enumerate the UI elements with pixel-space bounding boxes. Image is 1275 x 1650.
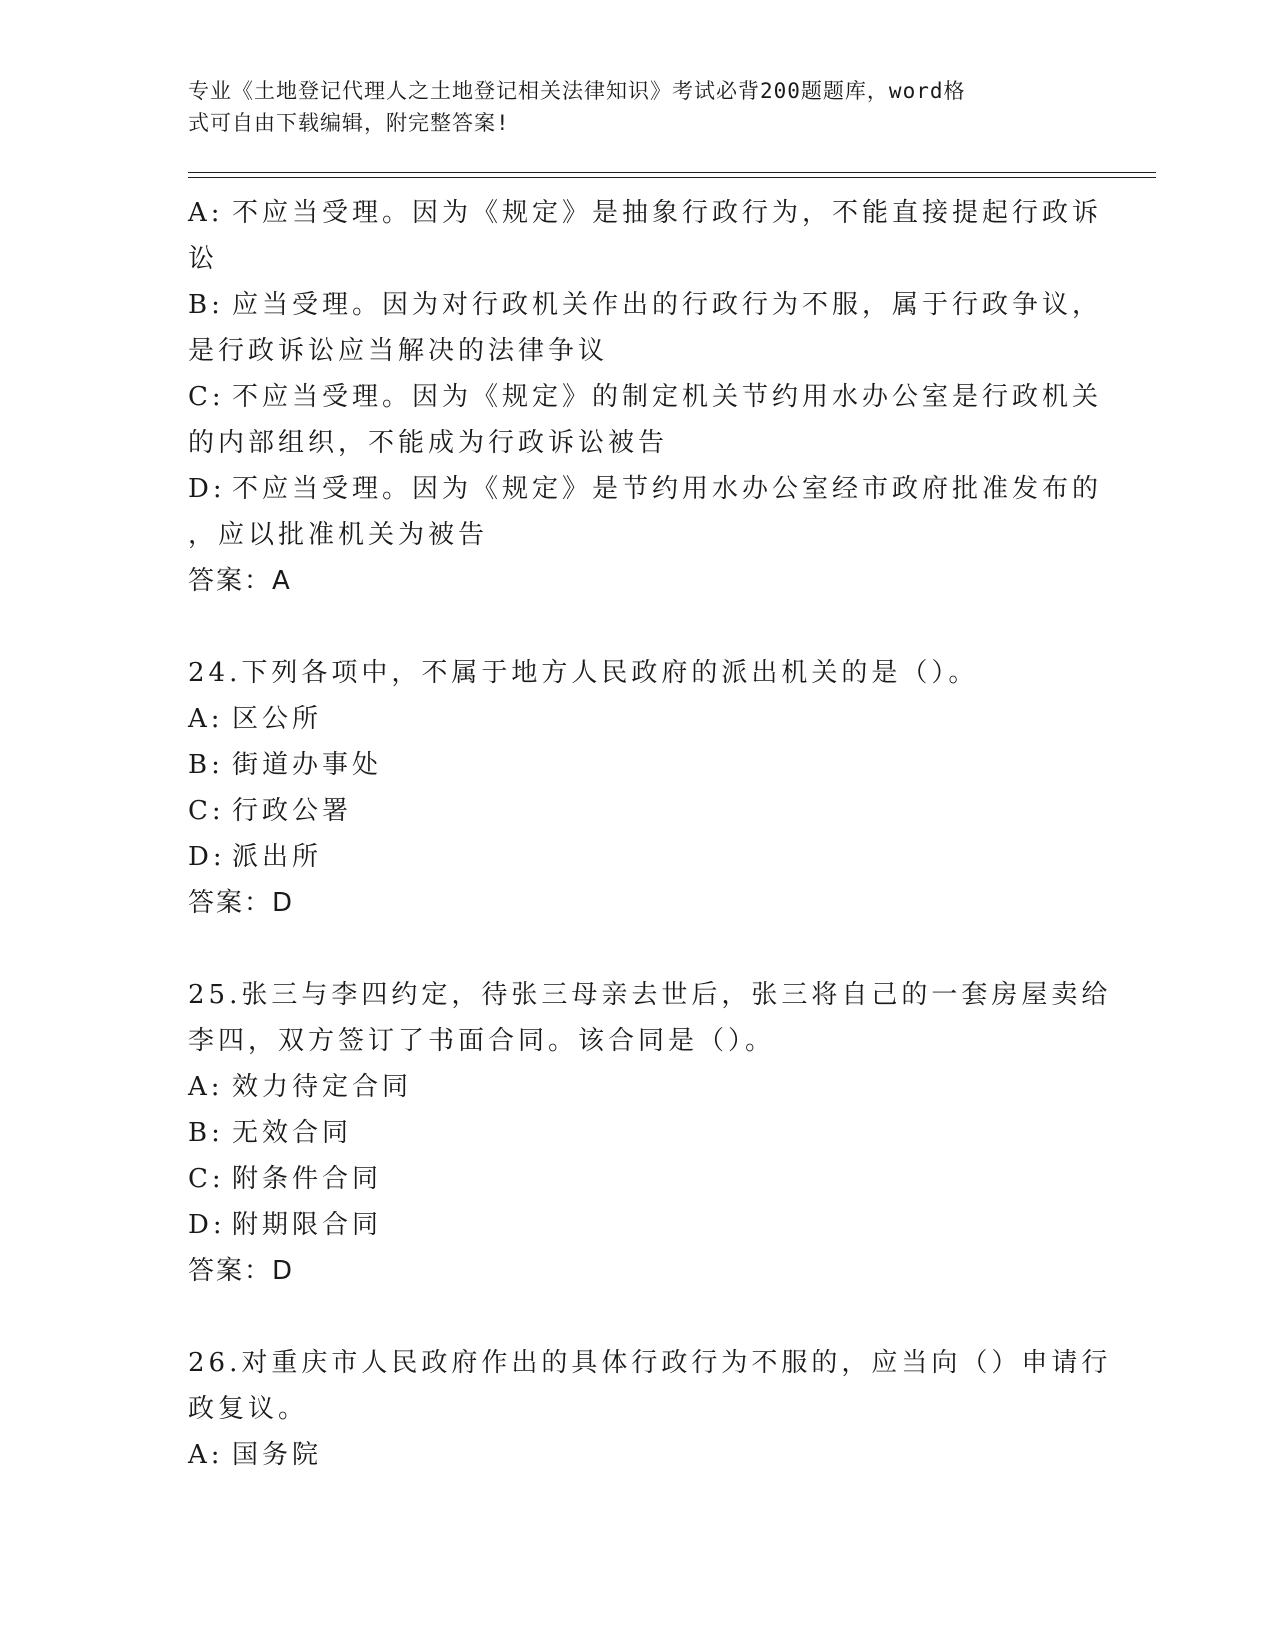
question-24 (188, 650, 1088, 926)
question-list (188, 190, 1112, 1478)
question-25 (188, 972, 1112, 1294)
header-rule-bottom (188, 177, 1156, 178)
option-a: A: 国务院 (188, 1440, 323, 1470)
option-c: C: 附条件合同 (188, 1164, 383, 1194)
document-header (188, 75, 1068, 139)
option-b-cont: 是行政诉讼应当解决的法律争议 (188, 336, 609, 366)
option-d: D: 派出所 (188, 842, 323, 872)
answer: 答案：A (188, 566, 292, 596)
option-b: B: 街道办事处 (188, 750, 383, 780)
question-23 (188, 190, 1103, 604)
header-line-2: 式可自由下载编辑，附完整答案! (188, 111, 510, 135)
option-a: A: 不应当受理。因为《规定》是抽象行政行为，不能直接提起行政诉 (188, 198, 1103, 228)
question-text-cont: 政复议。 (188, 1394, 309, 1424)
answer: 答案：D (188, 888, 295, 918)
question-text: 25.张三与李四约定，待张三母亲去世后，张三将自己的一套房屋卖给 (188, 980, 1112, 1010)
header-rule-top (188, 172, 1156, 173)
option-a: A: 效力待定合同 (188, 1072, 413, 1102)
question-text: 24.下列各项中，不属于地方人民政府的派出机关的是（）。 (188, 658, 979, 688)
option-c-cont: 的内部组织，不能成为行政诉讼被告 (188, 428, 669, 458)
option-b: B: 应当受理。因为对行政机关作出的行政行为不服，属于行政争议， (188, 290, 1103, 320)
question-text: 26.对重庆市人民政府作出的具体行政行为不服的，应当向（）申请行 (188, 1348, 1112, 1378)
option-d: D: 附期限合同 (188, 1210, 383, 1240)
question-text-cont: 李四，双方签订了书面合同。该合同是（）。 (188, 1026, 776, 1056)
question-26 (188, 1340, 1112, 1478)
option-c: C: 不应当受理。因为《规定》的制定机关节约用水办公室是行政机关 (188, 382, 1103, 412)
option-b: B: 无效合同 (188, 1118, 353, 1148)
header-line-1: 专业《土地登记代理人之土地登记相关法律知识》考试必背200题题库，word格 (188, 79, 966, 103)
option-c: C: 行政公署 (188, 796, 353, 826)
answer: 答案：D (188, 1256, 295, 1286)
option-a-cont: 讼 (188, 244, 219, 274)
option-a: A: 区公所 (188, 704, 323, 734)
option-d-cont: ，应以批准机关为被告 (188, 520, 489, 550)
option-d: D: 不应当受理。因为《规定》是节约用水办公室经市政府批准发布的 (188, 474, 1103, 504)
